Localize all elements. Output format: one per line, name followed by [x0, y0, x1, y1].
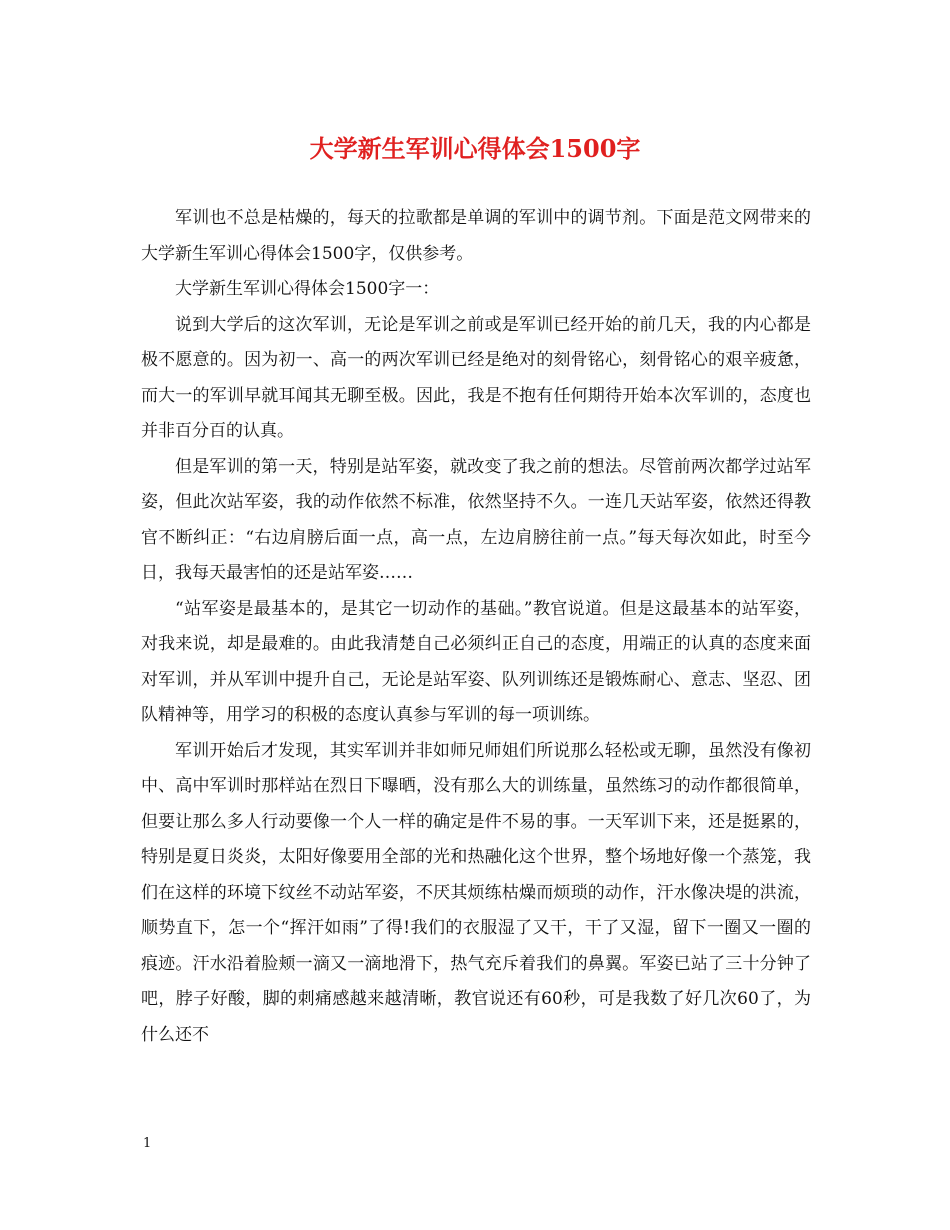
paragraph-intro: 军训也不总是枯燥的，每天的拉歌都是单调的军训中的调节剂。下面是范文网带来的大学新生军训心得体会1500字，仅供参考。 [141, 208, 811, 264]
paragraph-body: 说到大学后的这次军训，无论是军训之前或是军训已经开始的前几天，我的内心都是极不愿意的。因为初一、高一的两次军训已经是绝对的刻骨铭心，刻骨铭心的艰辛疲惫，而大一的军训早就耳闻其无聊至极。因此，我是不抱有任何期待开始本次军训的，态度也并非百分百的认真。 [141, 314, 811, 441]
document-body [141, 201, 811, 1053]
document-title: 大学新生军训心得体会1500字 [309, 134, 641, 163]
paragraph-body: “站军姿是最基本的，是其它一切动作的基础。”教官说道。但是这最基本的站军姿，对我来说，却是最难的。由此我清楚自己必须纠正自己的态度，用端正的认真的态度来面对军训，并从军训中提升自己，无论是站军姿、队列训练还是锻炼耐心、意志、坚忍、团队精神等，用学习的积极的态度认真参与军训的每一项训练。 [141, 598, 811, 725]
paragraph-body: 但是军训的第一天，特别是站军姿，就改变了我之前的想法。尽管前两次都学过站军姿，但此次站军姿，我的动作依然不标准，依然坚持不久。一连几天站军姿，依然还得教官不断纠正：“右边肩膀后面一点，高一点，左边肩膀往前一点。”每天每次如此，时至今日，我每天最害怕的还是站军姿…… [141, 456, 811, 583]
paragraph-subtitle: 大学新生军训心得体会1500字一： [175, 279, 440, 299]
paragraph-body: 军训开始后才发现，其实军训并非如师兄师姐们所说那么轻松或无聊，虽然没有像初中、高中军训时那样站在烈日下曝晒，没有那么大的训练量，虽然练习的动作都很简单，但要让那么多人行动要像一个人一样的确定是件不易的事。一天军训下来，还是挺累的，特别是夏日炎炎，太阳好像要用全部的光和热融化这个世界，整个场地好像一个蒸笼，我们在这样的环境下纹丝不动站军姿，不厌其烦练枯燥而烦琐的动作，汗水像决堤的洪流，顺势直下，怎一个“挥汗如雨”了得!我们的衣服湿了又干，干了又湿，留下一圈又一圈的痕迹。汗水沿着脸颊一滴又一滴地滑下，热气充斥着我们的鼻翼。军姿已站了三十分钟了吧，脖子好酸，脚的刺痛感越来越清晰，教官说还有60秒，可是我数了好几次60了，为什么还不 [141, 740, 811, 1045]
page-number: 1 [143, 1136, 152, 1151]
